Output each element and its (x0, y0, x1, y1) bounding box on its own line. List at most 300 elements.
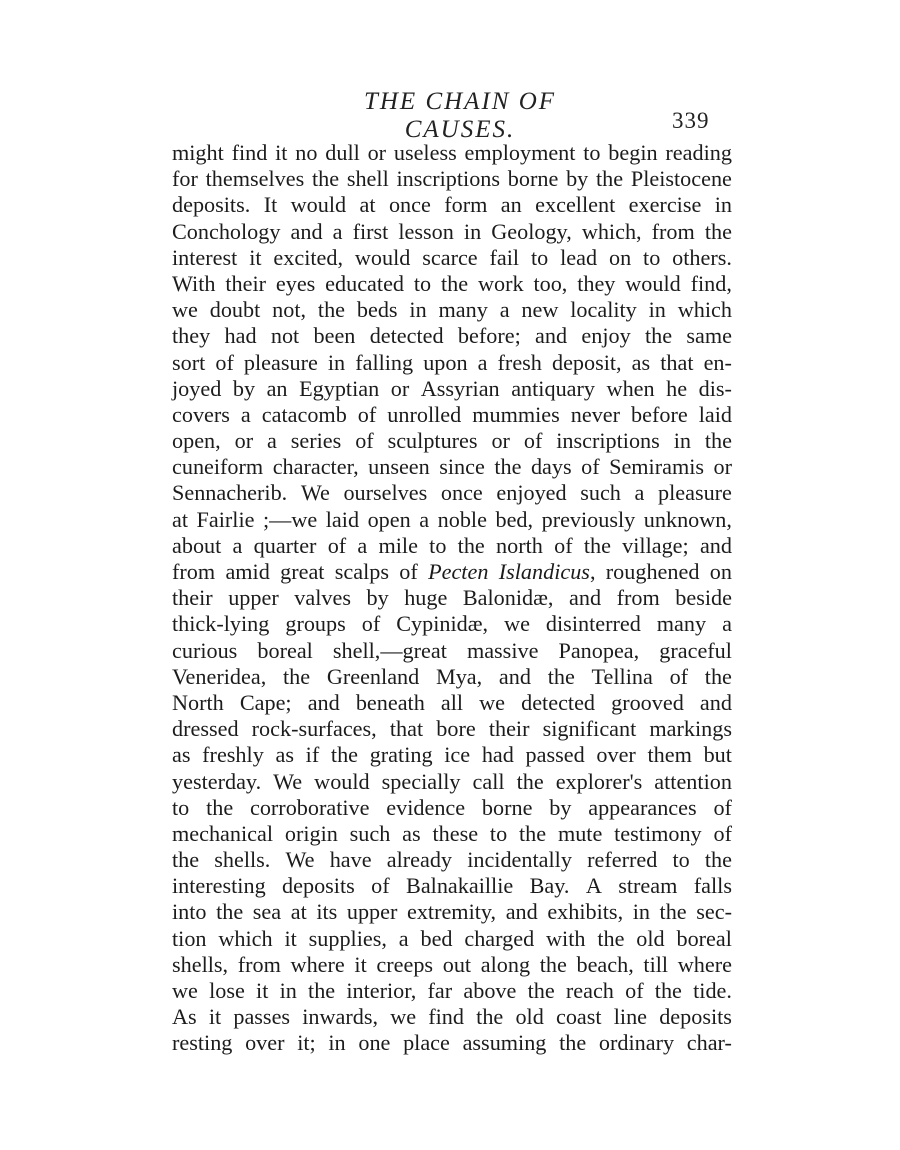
text-line (172, 271, 732, 297)
word: the (311, 166, 340, 192)
word: covers (172, 401, 230, 427)
word: about (172, 532, 222, 558)
word: of (399, 559, 418, 584)
word: and (699, 689, 732, 715)
word: previously (541, 506, 636, 532)
word: by (366, 585, 389, 611)
word: no (295, 140, 318, 165)
text-line (172, 664, 732, 690)
word: cuneiform (172, 454, 264, 480)
text-line (172, 821, 732, 847)
word: already (386, 847, 453, 873)
word: locality (570, 297, 637, 323)
word: the (527, 978, 555, 1003)
word: doubt (209, 297, 261, 323)
word: and (307, 689, 340, 715)
word: not, (272, 297, 307, 323)
word: a (398, 925, 409, 951)
word: we (172, 978, 198, 1003)
word: sort (172, 349, 206, 375)
word: far (427, 978, 453, 1003)
word: boreal (676, 925, 732, 951)
word: antiquary (511, 375, 595, 401)
word: detected (369, 323, 444, 349)
word: a (722, 611, 732, 637)
text-line (172, 402, 732, 428)
word: had (224, 323, 257, 349)
word: of (523, 428, 543, 454)
word: their (172, 585, 213, 611)
word: Tellina (591, 663, 653, 689)
word: the (317, 297, 346, 323)
word: to (530, 244, 549, 270)
word: beds (356, 297, 398, 323)
word: new (521, 297, 559, 323)
word: mechanical (172, 820, 274, 846)
word: borne (507, 166, 559, 192)
word: referred (587, 847, 658, 873)
word: form (444, 192, 488, 218)
word: As (172, 1004, 197, 1030)
word: lose (209, 978, 245, 1003)
word: Panopea, (558, 637, 640, 663)
word: north (496, 532, 543, 558)
word: Balonidæ, (462, 585, 554, 611)
word: Pleistocene (630, 166, 732, 192)
word: of (361, 611, 381, 637)
word: with (546, 925, 586, 951)
word: Balnakaillie (406, 873, 514, 899)
word: Egyptian (299, 375, 380, 401)
word: fresh (497, 349, 542, 375)
word: Geology, (491, 218, 572, 244)
text-line (172, 795, 732, 821)
word: place (403, 1030, 450, 1056)
word: the (596, 166, 624, 192)
word: would (290, 192, 347, 218)
word: at (290, 899, 307, 925)
word: find (231, 140, 268, 165)
word: would (354, 244, 411, 270)
word: upper (228, 585, 279, 611)
word: Bay. (529, 873, 570, 899)
word: of (215, 349, 234, 375)
word: extremity, (406, 899, 497, 925)
text-line (172, 245, 732, 271)
word: in (673, 428, 691, 454)
word: reading (665, 140, 732, 165)
word: rock-surfaces, (251, 716, 377, 742)
word: en- (703, 349, 732, 375)
word: shells, (172, 951, 229, 977)
word: freshly (202, 742, 264, 768)
word: since (439, 454, 485, 480)
text-line (172, 480, 732, 506)
text-line (172, 428, 732, 454)
word: their (488, 716, 530, 742)
word: it; (297, 1030, 316, 1056)
text-line (172, 978, 732, 1004)
word: a (634, 480, 645, 506)
word: work (477, 270, 524, 296)
word: assuming (462, 1030, 547, 1056)
word: detected (521, 689, 596, 715)
word: and (699, 532, 732, 558)
word: line (613, 1004, 648, 1030)
word: old (636, 925, 665, 951)
text-line (172, 742, 732, 768)
word: of (625, 978, 644, 1003)
word: days (530, 454, 572, 480)
word: when (606, 375, 655, 401)
word: on (709, 559, 732, 584)
word: enjoy (581, 323, 631, 349)
word: a (332, 218, 343, 244)
word: as (275, 742, 294, 768)
word: an (500, 192, 522, 218)
word: if (305, 742, 320, 768)
word: inscriptions (396, 166, 501, 192)
word: or (491, 428, 510, 454)
word: that (389, 716, 424, 742)
word: disinterred (545, 611, 641, 637)
word: such (580, 480, 621, 506)
word: we (172, 297, 198, 323)
word: he (666, 375, 688, 401)
word: We (273, 768, 303, 794)
word: of (355, 428, 374, 454)
word: they (172, 323, 211, 349)
word: it (275, 140, 288, 165)
word: ourselves (343, 480, 428, 506)
word: it (354, 951, 367, 977)
text-line (172, 533, 732, 559)
word: before; (457, 323, 521, 349)
word: grooved (611, 689, 684, 715)
word: Conchology (172, 218, 281, 244)
word: their (225, 270, 267, 296)
word: from (651, 218, 695, 244)
word: which (218, 925, 273, 951)
word: first (352, 218, 389, 244)
word: a (266, 428, 277, 454)
word: in (409, 297, 427, 323)
word: the (519, 820, 547, 846)
word: or (234, 428, 254, 454)
word: Semiramis (609, 454, 705, 480)
text-line (172, 1004, 732, 1030)
word: have (329, 847, 372, 873)
word: origin (284, 820, 338, 846)
word: many (656, 611, 707, 637)
word: the (659, 899, 687, 925)
word: into (172, 899, 207, 925)
text-line (172, 716, 732, 742)
word: the (547, 663, 575, 689)
word: attention (654, 768, 732, 794)
word: of (327, 532, 347, 558)
word: find (428, 1004, 464, 1030)
word: amid (225, 559, 270, 584)
word: ;—we (263, 506, 318, 532)
text-line (172, 219, 732, 245)
word: too, (533, 270, 568, 296)
word: which, (581, 218, 642, 244)
word: before (631, 401, 688, 427)
word: excellent (535, 192, 616, 218)
word: yesterday. (172, 768, 262, 794)
word: it (249, 244, 262, 270)
word: and (290, 218, 323, 244)
word: the (597, 925, 625, 951)
word: We (285, 847, 315, 873)
word: creeps (376, 951, 434, 977)
word: been (313, 323, 356, 349)
word: Sennacherib. (172, 480, 288, 506)
word: valves (294, 585, 351, 611)
word: out (442, 951, 472, 977)
word: at (172, 506, 189, 532)
word: over (245, 1030, 285, 1056)
word: the (216, 899, 244, 925)
word: a (240, 401, 251, 427)
word: open (367, 506, 411, 532)
word: where (290, 951, 345, 977)
body-text (172, 140, 732, 1057)
word: the (330, 742, 359, 768)
word: till (643, 951, 669, 977)
word: and (569, 585, 602, 611)
word: Pecten (428, 559, 489, 584)
word: the (704, 428, 732, 454)
word: shell,—great (332, 637, 447, 663)
word: deposits. (172, 192, 251, 218)
word: the (654, 978, 682, 1003)
word: deposits (659, 1004, 732, 1030)
word: Greenland (326, 663, 420, 689)
word: curious (172, 637, 238, 663)
word: for (172, 166, 198, 192)
page-number: 339 (672, 108, 710, 133)
word: bore (436, 716, 476, 742)
word: where (677, 951, 732, 977)
word: these (432, 820, 479, 846)
word: interior, (346, 978, 417, 1003)
word: falling (355, 349, 414, 375)
word: tide. (693, 978, 732, 1003)
word: we (504, 611, 530, 637)
word: in (328, 1030, 346, 1056)
word: as (402, 820, 421, 846)
word: had (481, 742, 514, 768)
word: but (703, 742, 732, 768)
word: an (266, 375, 288, 401)
word: thick-lying (172, 611, 270, 637)
word: explorer's (555, 768, 643, 794)
word: in (327, 349, 346, 375)
word: its (316, 899, 338, 925)
word: excited, (273, 244, 344, 270)
word: resting (172, 1030, 233, 1056)
word: laid (325, 506, 360, 532)
word: sea (252, 899, 282, 925)
word: pleasure (657, 480, 732, 506)
word: in (632, 899, 650, 925)
word: exhibits, (547, 899, 624, 925)
text-line (172, 192, 732, 218)
word: the (282, 663, 311, 689)
word: enjoyed (496, 480, 567, 506)
word: employment (464, 140, 576, 165)
word: stream (618, 873, 678, 899)
word: open, (172, 428, 221, 454)
word: specially (381, 768, 461, 794)
word: ice (444, 742, 471, 768)
word: in (648, 297, 666, 323)
text-line (172, 690, 732, 716)
word: at (359, 192, 376, 218)
word: of (371, 873, 390, 899)
word: by (232, 375, 256, 401)
word: groups (285, 611, 346, 637)
word: joyed (172, 375, 222, 401)
word: North (172, 689, 224, 715)
word: Cape; (239, 689, 292, 715)
word: lead (560, 244, 598, 270)
word: tion (172, 925, 207, 951)
word: corroborative (249, 794, 370, 820)
word: many (438, 297, 488, 323)
word: reach (565, 978, 614, 1003)
word: ordinary (598, 1030, 675, 1056)
word: Assyrian (420, 375, 500, 401)
word: a (477, 349, 488, 375)
text-line (172, 926, 732, 952)
word: interest (172, 244, 238, 270)
word: from (616, 585, 660, 611)
word: along (480, 951, 531, 977)
word: mute (557, 820, 603, 846)
word: laid (698, 401, 732, 427)
word: of (713, 794, 732, 820)
word: unseen (368, 454, 430, 480)
text-line (172, 585, 732, 611)
word: character, (272, 454, 359, 480)
word: falls (693, 873, 732, 899)
word: evidence (386, 794, 466, 820)
text-line (172, 847, 732, 873)
word: of (581, 454, 600, 480)
word: the (172, 847, 200, 873)
word: on (608, 244, 632, 270)
word: the (441, 270, 469, 296)
word: as (631, 349, 651, 375)
word: shells. (214, 847, 271, 873)
word: the (476, 1004, 504, 1030)
word: huge (404, 585, 448, 611)
word: find, (690, 270, 732, 296)
word: beach, (576, 951, 634, 977)
word: massive (466, 637, 539, 663)
word: the (308, 978, 336, 1003)
word: to (489, 820, 508, 846)
word: and (498, 663, 531, 689)
word: to (413, 270, 432, 296)
word: supplies, (308, 925, 387, 951)
word: to (643, 244, 661, 270)
word: it (208, 1004, 222, 1030)
word: unrolled (387, 401, 462, 427)
text-line (172, 376, 732, 402)
word: of (713, 820, 732, 846)
word: borne (481, 794, 533, 820)
word: the (516, 768, 544, 794)
word: and (535, 323, 568, 349)
text-line (172, 952, 732, 978)
word: inscriptions (556, 428, 660, 454)
word: to (429, 532, 447, 558)
word: quarter (253, 532, 317, 558)
word: charged (464, 925, 535, 951)
word: above (463, 978, 517, 1003)
word: by (566, 166, 589, 192)
text-line (172, 350, 732, 376)
word: the (559, 1030, 587, 1056)
word: deposits (282, 873, 355, 899)
text-line (172, 507, 732, 533)
word: it (284, 925, 297, 951)
word: and (505, 899, 538, 925)
word: themselves (205, 166, 305, 192)
text-line (172, 323, 732, 349)
text-line (172, 559, 732, 585)
word: scarce (422, 244, 478, 270)
word: which (677, 297, 732, 323)
word: scalps (334, 559, 389, 584)
text-line (172, 873, 732, 899)
word: old (515, 1004, 544, 1030)
word: noble (437, 506, 487, 532)
word: all (440, 689, 464, 715)
word: interesting (172, 873, 266, 899)
word: incidentally (467, 847, 572, 873)
word: eyes (275, 270, 316, 296)
word: inwards, (302, 1004, 379, 1030)
text-line (172, 899, 732, 925)
word: a (419, 506, 430, 532)
word: in (279, 978, 297, 1003)
word: the (644, 323, 673, 349)
word: beside (675, 585, 732, 611)
word: of (554, 532, 573, 558)
word: Islandicus, (498, 559, 596, 584)
text-line (172, 611, 732, 637)
word: in (463, 218, 482, 244)
word: never (570, 401, 621, 427)
word: bed, (495, 506, 534, 532)
word: beneath (355, 689, 425, 715)
word: them (647, 742, 692, 768)
word: to (672, 847, 690, 873)
word: fail (489, 244, 520, 270)
text-line (172, 166, 732, 192)
word: such (349, 820, 391, 846)
word: graceful (659, 637, 732, 663)
word: might (172, 140, 224, 165)
word: once (440, 480, 483, 506)
word: shell (346, 166, 389, 192)
word: exercise (628, 192, 702, 218)
